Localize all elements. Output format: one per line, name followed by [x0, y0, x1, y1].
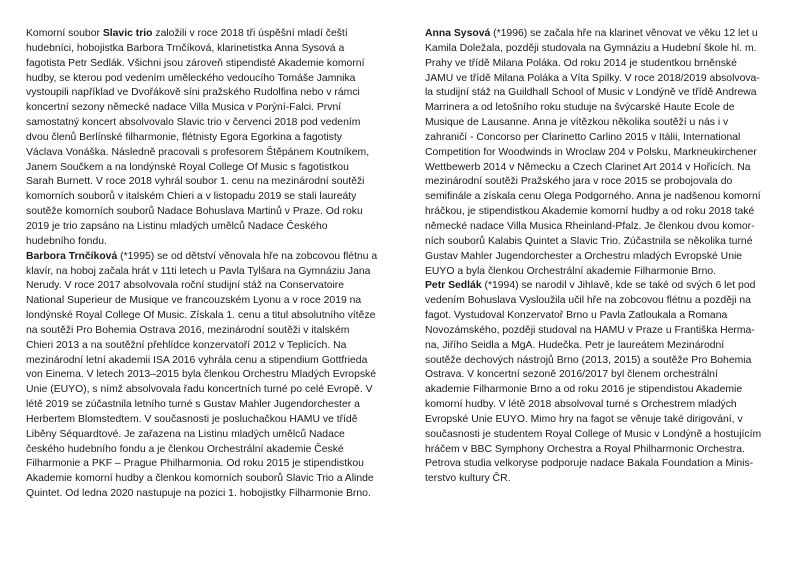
text-segment: německé nadace Villa Musica Rheinland-Pfalz. Je členkou dvou komor- [425, 220, 755, 232]
text-segment: 2019 je trio zapsáno na Listinu mladých umělců Nadace Českého [26, 220, 328, 232]
text-line [26, 161, 386, 176]
text-segment: samostatný koncert absolvovalo Slavic trio v červenci 2018 pod vedením [26, 117, 361, 129]
text-segment: hudby, se kterou pod vedením uměleckého vedoucího Tomáše Jamnika [26, 72, 356, 84]
text-segment: Marrinera a od letošního roku studuje na švýcarské Haute Ecole de [425, 102, 735, 114]
text-line [425, 161, 785, 176]
member-name: Barbora Trnčíková [26, 250, 118, 262]
text-segment: fagotista Petr Sedlák. Všichni jsou zároveň stipendisté Akademie komorní [26, 57, 365, 69]
text-line [26, 265, 386, 280]
text-segment: Nerudy. V roce 2017 absolvovala roční studijní stáž na Conservatoire [26, 280, 345, 292]
text-line [425, 383, 785, 398]
text-segment: Komorní soubor [26, 28, 103, 39]
text-segment: klavír, na hoboj začala hrát v 11ti letech u Pavla Tylšara na Gymnáziu Jana [26, 265, 371, 277]
text-line [425, 235, 785, 250]
text-line [425, 131, 785, 146]
text-segment: hudebního fondu. [26, 235, 107, 247]
text-segment: la studijní stáž na Guildhall School of Music v Londýně ve třídě Andrewa [425, 87, 757, 99]
text-segment: Evropské Unie EUYO. Mimo hry na fagot se věnuje také dirigování, v [425, 413, 743, 425]
text-line [425, 101, 785, 116]
text-segment: komorních souborů v italském Chieri a v listopadu 2019 se stali laureáty [26, 191, 357, 203]
text-line [26, 116, 386, 131]
text-line [26, 235, 386, 250]
text-line [26, 27, 386, 42]
text-segment: Janem Součkem a na londýnské Royal College Of Music s fagotistkou [26, 161, 349, 173]
text-segment: mezinárodní letní akademii ISA 2016 vyhrála cenu a stipendium Gottfrieda [26, 354, 368, 366]
text-line [425, 324, 785, 339]
text-line [425, 472, 785, 487]
left-column [26, 27, 386, 502]
text-line [26, 205, 386, 220]
text-segment: na, Jiřího Seidla a MgA. Hudečka. Petr je laureátem Mezinárodní [425, 339, 725, 351]
text-line [425, 146, 785, 161]
member-name: Petr Sedlák [425, 280, 482, 292]
text-segment: vystoupili například ve Dvořákově síni pražského Rudolfina nebo v rámci [26, 87, 360, 99]
text-segment: Quintet. Od ledna 2020 nastupuje na pozici 1. hobojistky Filharmonie Brno. [26, 488, 371, 500]
text-segment: zahraničí - Concorso per Clarinetto Carlino 2015 v Itálii, International [425, 131, 741, 143]
text-segment: londýnské Royal College Of Music. Získala 1. cenu a titul absolutního vítěze [26, 310, 376, 322]
text-line [26, 175, 386, 190]
text-line [26, 72, 386, 87]
text-line [26, 354, 386, 369]
text-segment: Filharmonie a PKF – Prague Philharmonia. Od roku 2015 je stipendistkou [26, 458, 364, 470]
text-line [26, 324, 386, 339]
text-line [26, 398, 386, 413]
text-line [425, 175, 785, 190]
text-segment: hudebníci, hobojistka Barbora Trnčíková, klarinetistka Anna Sysová a [26, 42, 345, 54]
text-line [26, 294, 386, 309]
text-line [26, 472, 386, 487]
text-segment: založili v roce 2018 tři úspěšní mladí čeští [152, 28, 348, 39]
text-line [26, 309, 386, 324]
text-line [26, 428, 386, 443]
text-segment: Václava Vonáška. Následně pracovali s profesorem Štěpánem Koutníkem, [26, 146, 370, 158]
text-segment: hráčkou, je stipendistkou Akademie komorní hudby a od roku 2018 také [425, 206, 755, 218]
text-line [26, 250, 386, 265]
text-line [26, 86, 386, 101]
right-column [425, 27, 785, 487]
member-name: Slavic trio [102, 28, 153, 39]
text-segment: von Einema. V letech 2013–2015 byla členkou Orchestru Mladých Evropské [26, 369, 377, 381]
text-line [26, 339, 386, 354]
text-segment: na soutěži Pro Bohemia Ostrava 2016, mezinárodní soutěži v italském [26, 324, 350, 336]
text-segment: Wettbewerb 2014 v Německu a Czech Clarinet Art 2014 v Hořicích. Na [425, 161, 751, 173]
text-segment: soutěže komorních souborů Nadace Bohuslava Martinů v Praze. Od roku [26, 206, 363, 218]
text-line [26, 57, 386, 72]
text-line [26, 131, 386, 146]
text-segment: komorní hudby. V létě 2018 absolvoval turné s Orchestrem mladých [425, 399, 737, 411]
text-segment: hráčem v BBC Symphony Orchestra a Royal Philharmonic Orchestra. [425, 443, 745, 455]
text-line [425, 309, 785, 324]
text-line [425, 27, 785, 42]
text-line [425, 413, 785, 428]
text-line [26, 487, 386, 502]
text-line [26, 443, 386, 458]
text-line [425, 339, 785, 354]
text-line [26, 101, 386, 116]
text-line [26, 42, 386, 57]
text-segment: současnosti je studentem Royal College of Music v Londýně a hostujícím [425, 428, 762, 440]
text-segment: Akademie komorní hudby a členkou komorních souborů Slavic Trio a Alinde [26, 473, 374, 485]
text-line [425, 72, 785, 87]
text-segment: Sarah Burnett. V roce 2018 vyhrál soubor 1. cenu na mezinárodní soutěži [26, 176, 365, 188]
text-segment: Musique de Lausanne. Anna je vítězkou několika soutěží u nás i v [425, 117, 729, 129]
text-line [425, 190, 785, 205]
text-segment: semifinále a získala cenu Olega Podgorného. Anna je nadšenou komorní [425, 191, 761, 203]
text-segment: vedením Bohuslava Vysloužila učil hře na zobcovou flétnu a později na [425, 295, 751, 307]
text-segment: Competition for Woodwinds in Wroclaw 204 v Polsku, Markneukirchener [425, 146, 757, 158]
text-segment: terstvo kultury ČR. [425, 473, 511, 485]
text-line [425, 457, 785, 472]
text-line [425, 86, 785, 101]
text-segment: Petrova studia velkoryse podporuje nadace Bakala Foundation a Minis- [425, 458, 754, 470]
text-line [425, 42, 785, 57]
text-segment: koncertní sezony německé nadace Villa Musica v Porýní-Falci. První [26, 102, 342, 114]
text-segment: dvou členů Berlínské filharmonie, flétnisty Egora Egorkina a fagotisty [26, 131, 342, 143]
text-line [26, 190, 386, 205]
text-segment: létě 2019 se zúčastnila letního turné s Gustav Mahler Jugendorchester a [26, 399, 360, 411]
text-segment: českého hudebního fondu a je členkou Orchestrální akademie České [26, 443, 344, 455]
text-segment: akademie Filharmonie Brno a od roku 2016 je stipendistou Akademie [425, 384, 743, 396]
text-line [26, 220, 386, 235]
text-segment: fagot. Vystudoval Konzervatoř Brno u Pavla Zatloukala a Romana [425, 310, 728, 322]
text-line [425, 57, 785, 72]
text-segment: (*1994) se narodil v Jihlavě, kde se také od svých 6 let pod [481, 280, 756, 292]
text-segment: (*1996) se začala hře na klarinet věnovat ve věku 12 let u [490, 28, 758, 39]
text-line [425, 428, 785, 443]
text-segment: Unie (EUYO), s nímž absolvovala řadu koncertních turné po celé Evropě. V [26, 384, 373, 396]
member-name: Anna Sysová [425, 28, 491, 39]
text-segment: EUYO a byla členkou Orchestrální akademie Filharmonie Brno. [425, 265, 717, 277]
text-line [425, 294, 785, 309]
text-segment: Chieri 2013 a na soutěžní přehlídce konzervatoří 2012 v Teplicích. Na [26, 339, 347, 351]
text-segment: mezinárodní soutěži Pražského jara v roce 2015 se probojovala do [425, 176, 733, 188]
text-segment: JAMU ve třídě Milana Poláka a Víta Spilky. V roce 2018/2019 absolvova- [425, 72, 760, 84]
text-line [425, 265, 785, 280]
text-line [425, 354, 785, 369]
text-segment: Prahy ve třídě Milana Poláka. Od roku 2014 je studentkou brněnské [425, 57, 737, 69]
text-line [425, 220, 785, 235]
text-line [425, 250, 785, 265]
text-segment: National Superieur de Musique ve francouzském Lyonu a v roce 2019 na [26, 295, 362, 307]
text-line [425, 443, 785, 458]
text-line [26, 383, 386, 398]
text-line [26, 457, 386, 472]
text-segment: (*1995) se od dětství věnovala hře na zobcovou flétnu a [117, 250, 378, 262]
text-line [26, 413, 386, 428]
text-segment: soutěže dechových nástrojů Brno (2013, 2015) a soutěže Pro Bohemia [425, 354, 752, 366]
text-line [425, 205, 785, 220]
text-segment: Ostrava. V koncertní sezoně 2016/2017 byl členem orchestrální [425, 369, 718, 381]
text-line [425, 398, 785, 413]
text-segment: Gustav Mahler Jugendorchester a Orchestru mladých Evropské Unie [425, 250, 743, 262]
text-line [26, 368, 386, 383]
text-segment: Kamila Doležala, později studovala na Gymnáziu a Hudební škole hl. m. [425, 42, 757, 54]
text-line [425, 116, 785, 131]
text-segment: Liběny Séquardtové. Je zařazena na Listinu mladých umělců Nadace [26, 428, 345, 440]
text-segment: Novozámského, později studoval na HAMU v Praze u Františka Herma- [425, 324, 755, 336]
text-line [425, 368, 785, 383]
text-segment: Herbertem Blomstedtem. V současnosti je posluchačkou HAMU ve třídě [26, 413, 358, 425]
text-line [425, 279, 785, 294]
text-segment: ních souborů Kalabis Quintet a Slavic Trio. Zúčastnila se několika turné [425, 235, 753, 247]
text-line [26, 146, 386, 161]
text-line [26, 279, 386, 294]
